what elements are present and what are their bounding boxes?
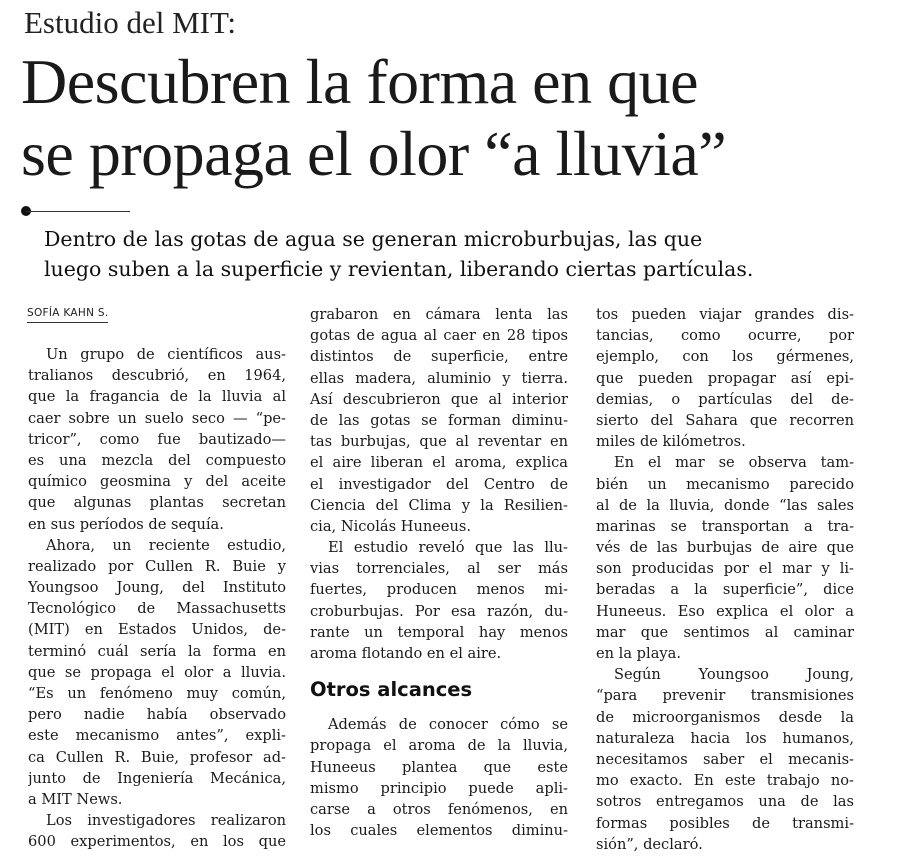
text-line: el investigador del Centro de [310,475,568,493]
text-line: químico geosmina y del aceite [28,473,286,491]
text-line: naturaleza hacia los humanos, [596,729,854,747]
text-line: Un grupo de científicos aus- [46,346,286,363]
text-line: mismo principio puede apli- [310,779,568,797]
text-line: terminó cuál sería la forma en [28,642,286,660]
text-line: tricor”, como fue bautizado— [28,430,286,448]
text-line: que se propaga el olor a lluvia. [28,663,286,681]
article-column-1 [28,344,286,853]
text-line: 600 experimentos, en los que [28,833,286,851]
text-line: los cuales elementos diminu- [310,822,568,840]
text-line: necesitamos saber el mecanis- [596,750,854,768]
text-line: “para prevenir transmisiones [596,687,854,705]
headline-line: Descubren la forma en que [21,46,698,117]
text-line: son producidas por el mar y li- [596,560,854,578]
article-kicker: Estudio del MIT: [24,5,236,40]
article-column-3 [596,304,854,855]
text-line: carse a otros fenómenos, en [310,800,568,818]
text-line: tralianos descubrió, en 1964, [28,367,286,385]
text-line: gotas de agua al caer en 28 tipos [310,327,568,345]
text-line: formas posibles de transmi- [596,814,854,832]
text-line: En el mar se observa tam- [614,454,854,472]
headline-line: se propaga el olor “a lluvia” [21,118,727,189]
text-line: El estudio reveló que las llu- [328,539,568,557]
text-line: distintos de superficie, entre [310,348,568,366]
text-line: miles de kilómetros. [596,433,746,451]
text-line: sotros entregamos una de las [596,793,854,811]
text-line: tas burbujas, que al reventar en [310,433,568,451]
text-line: fuertes, producen menos mi- [310,581,568,599]
text-line: ejemplo, con los gérmenes, [596,348,854,366]
text-line: en la playa. [596,645,681,662]
text-line: caer sobre un suelo seco — “pe- [28,409,286,427]
text-line: bién un mecanismo parecido [596,475,854,493]
text-line: a MIT News. [28,790,123,808]
text-line: “Es un fenómeno muy común, [28,685,286,702]
section-subheading: Otros alcances [310,678,473,702]
article-lead [44,224,874,284]
divider-rule [26,211,130,212]
text-line: rante un temporal hay menos [310,623,568,641]
text-line: propaga el aroma de la lluvia, [310,737,568,755]
text-line: el aire liberan el aroma, explica [310,454,568,472]
text-line: Así descubrieron que al interior [310,390,568,408]
text-line: sión”, declaró. [596,835,703,853]
text-line: tancias, como ocurre, por [596,327,854,345]
text-line: junto de Ingeniería Mecánica, [28,769,286,787]
text-line: sierto del Sahara que recorren [596,411,854,429]
text-line: (MIT) en Estados Unidos, de- [28,621,286,639]
text-line: Tecnológico de Massachusetts [28,600,286,618]
text-line: Además de conocer cómo se [328,716,568,734]
text-line: vias torrenciales, al ser más [310,560,568,578]
text-line: en sus períodos de sequía. [28,515,224,533]
article-headline [21,46,901,190]
text-line: tos pueden viajar grandes dis- [596,306,854,323]
text-line: ellas madera, aluminio y tierra. [310,369,568,387]
text-line: Los investigadores realizaron [46,812,286,830]
text-line: Youngsoo Joung, del Instituto [28,579,286,597]
text-line: de las gotas se forman diminu- [310,411,568,429]
lead-line: Dentro de las gotas de agua se generan microburbujas, las que [44,227,703,251]
text-line: que algunas plantas secretan [28,494,286,512]
text-line: pero nadie había observado [28,706,286,724]
text-line: demias, o partículas del de- [596,390,854,408]
text-line: marinas se transportan a tra- [596,517,854,535]
text-line: al de la lluvia, donde “las sales [596,496,854,514]
text-line: de microorganismos desde la [596,708,854,726]
text-line: mar que sentimos al caminar [596,623,854,641]
text-line: Ahora, un reciente estudio, [46,536,286,554]
text-line: Según Youngsoo Joung, [614,666,854,684]
text-line: ca Cullen R. Buie, profesor ad- [28,748,286,766]
text-line: realizado por Cullen R. Buie y [28,557,286,575]
text-line: que la fragancia de la lluvia al [28,388,286,406]
author-byline: SOFÍA KAHN S. [27,306,108,323]
text-line: aroma flotando en el aire. [310,645,502,662]
lead-line: luego suben a la superficie y revientan, liberando ciertas partículas. [44,257,754,281]
article-column-2 [310,304,568,841]
text-line: cia, Nicolás Huneeus. [310,517,472,535]
text-line: vés de las burbujas de aire que [596,539,854,557]
text-line: es una mezcla del compuesto [28,451,286,469]
text-line: beradas a la superficie”, dice [596,581,854,599]
text-line: Ciencia del Clima y la Resilien- [310,496,568,514]
text-line: croburbujas. Por esa razón, du- [310,602,568,620]
text-line: grabaron en cámara lenta las [310,306,568,323]
text-line: que pueden propagar así epi- [596,369,854,387]
text-line: Huneeus. Eso explica el olor a [596,602,854,620]
text-line: mo exacto. En este trabajo no- [596,772,854,790]
text-line: este mecanismo antes”, expli- [28,727,286,745]
text-line: Huneeus plantea que este [310,758,568,776]
